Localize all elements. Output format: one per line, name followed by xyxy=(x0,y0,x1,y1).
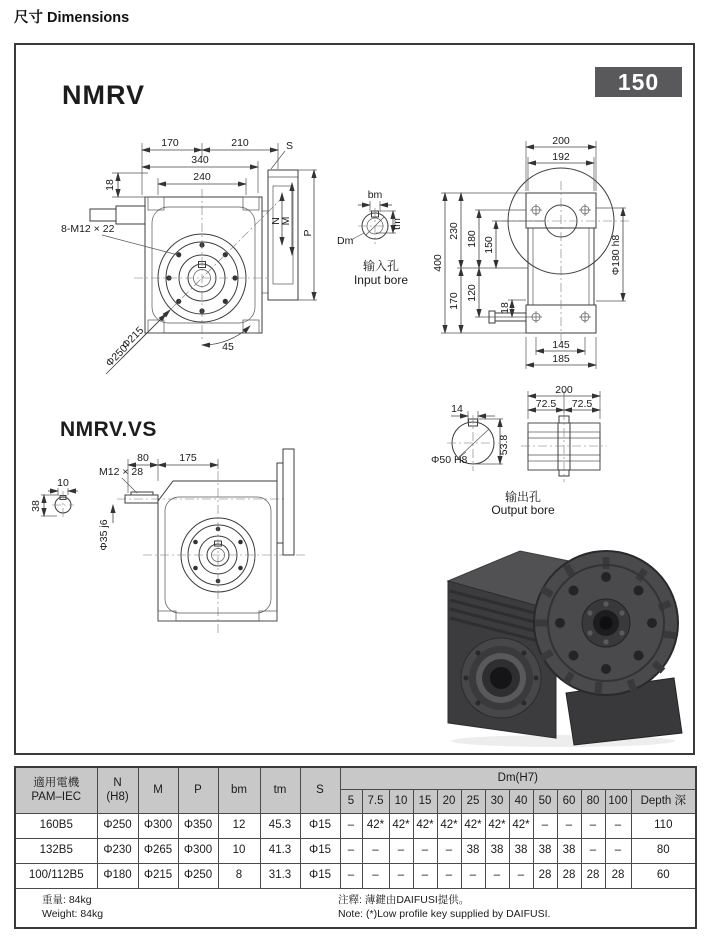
dimension-spec-table xyxy=(14,766,697,929)
col-group-dm: Dm(H7) xyxy=(340,767,696,790)
cell: – xyxy=(485,864,509,889)
cell: – xyxy=(437,864,461,889)
cell: 42* xyxy=(362,814,389,839)
cell: – xyxy=(389,864,413,889)
cell: 45.3 xyxy=(260,814,300,839)
svg-text:Φ250: Φ250 xyxy=(103,342,131,370)
col-header-dm-7-5: 7.5 xyxy=(362,790,389,814)
cell-model: 160B5 xyxy=(15,814,97,839)
col-header-dm-60: 60 xyxy=(557,790,581,814)
col-header-m: M xyxy=(138,767,178,814)
side-view-drawing xyxy=(433,133,695,380)
col-header-dm-30: 30 xyxy=(485,790,509,814)
svg-text:170: 170 xyxy=(161,137,179,149)
table-row-100-112b5 xyxy=(15,864,696,889)
cell: – xyxy=(340,839,362,864)
input-bore-caption-zh: 输入孔 xyxy=(362,259,400,273)
svg-text:N: N xyxy=(270,217,282,225)
cell: Φ300 xyxy=(178,839,218,864)
table-row-132b5 xyxy=(15,839,696,864)
col-header-dm-40: 40 xyxy=(509,790,533,814)
input-bore-shape xyxy=(358,208,392,244)
side-view-body xyxy=(489,168,629,347)
cell: Φ15 xyxy=(300,839,340,864)
svg-text:72.5: 72.5 xyxy=(535,398,557,410)
svg-text:Φ215: Φ215 xyxy=(119,324,147,352)
svg-text:14: 14 xyxy=(451,403,463,415)
cell-depth: 60 xyxy=(631,864,696,889)
cell: – xyxy=(389,839,413,864)
cell: – xyxy=(340,814,362,839)
product-photo xyxy=(438,523,700,748)
svg-text:150: 150 xyxy=(483,236,495,254)
cell-model: 132B5 xyxy=(15,839,97,864)
cell: Φ350 xyxy=(178,814,218,839)
cell: – xyxy=(340,864,362,889)
cell: 42* xyxy=(389,814,413,839)
output-bore-caption-zh: 输出孔 xyxy=(504,490,542,504)
cell: Φ15 xyxy=(300,814,340,839)
cell: 28 xyxy=(605,864,631,889)
svg-text:tm: tm xyxy=(391,218,403,230)
svg-text:200: 200 xyxy=(555,384,573,396)
col-header-p: P xyxy=(178,767,218,814)
col-header-s: S xyxy=(300,767,340,814)
cell: Φ230 xyxy=(97,839,138,864)
svg-text:bm: bm xyxy=(367,189,383,201)
cell: 8 xyxy=(218,864,260,889)
series-title-nmrv: NMRV xyxy=(62,80,146,110)
output-bore-drawing xyxy=(423,383,695,523)
cell: – xyxy=(461,864,485,889)
svg-text:192: 192 xyxy=(552,151,570,163)
cell: – xyxy=(581,839,605,864)
svg-text:175: 175 xyxy=(179,452,197,464)
svg-text:340: 340 xyxy=(191,154,209,166)
cell: – xyxy=(605,839,631,864)
svg-text:Φ50 H8: Φ50 H8 xyxy=(431,454,468,466)
output-bore-caption-en: Output bore xyxy=(491,503,555,517)
svg-text:53.8: 53.8 xyxy=(498,434,510,456)
svg-text:185: 185 xyxy=(552,353,570,365)
cell: – xyxy=(509,864,533,889)
size-badge: 150 xyxy=(595,67,682,97)
cell: – xyxy=(413,839,437,864)
svg-text:38: 38 xyxy=(30,500,42,512)
cell: Φ180 xyxy=(97,864,138,889)
front-view-dimensions xyxy=(61,137,317,374)
cell: Φ300 xyxy=(138,814,178,839)
cell: 38 xyxy=(461,839,485,864)
cell: 41.3 xyxy=(260,839,300,864)
front-view-drawing xyxy=(58,133,343,385)
cell: – xyxy=(581,814,605,839)
svg-text:P: P xyxy=(302,229,314,237)
svg-text:45: 45 xyxy=(222,341,234,353)
svg-text:400: 400 xyxy=(432,254,444,272)
cell: 42* xyxy=(437,814,461,839)
svg-text:170: 170 xyxy=(448,292,460,310)
cell: Φ15 xyxy=(300,864,340,889)
col-header-pam: 適用電機 PAM–IEC xyxy=(15,767,97,814)
svg-text:230: 230 xyxy=(448,222,460,240)
col-header-dm-5: 5 xyxy=(340,790,362,814)
cell: – xyxy=(362,839,389,864)
svg-text:145: 145 xyxy=(552,339,570,351)
col-header-dm-10: 10 xyxy=(389,790,413,814)
cell: Φ215 xyxy=(138,864,178,889)
output-bore-shape xyxy=(431,403,510,471)
cell: Φ250 xyxy=(97,814,138,839)
cell-model: 100/112B5 xyxy=(15,864,97,889)
svg-text:Φ35 j6: Φ35 j6 xyxy=(98,519,110,551)
svg-text:180: 180 xyxy=(466,230,478,248)
input-bore-caption-en: Input bore xyxy=(353,273,409,287)
vs-dimensions xyxy=(30,452,218,551)
cell: 28 xyxy=(581,864,605,889)
input-bore-drawing xyxy=(336,188,441,293)
cell: 38 xyxy=(509,839,533,864)
cell: 42* xyxy=(485,814,509,839)
cell: 38 xyxy=(485,839,509,864)
col-header-dm-20: 20 xyxy=(437,790,461,814)
svg-text:18: 18 xyxy=(499,302,511,314)
key-note: 注釋: 薄鍵由DAIFUSI提供。 Note: (*)Low profile key supplied by DAIFUSI. xyxy=(338,894,551,920)
svg-text:Dm: Dm xyxy=(337,235,354,247)
svg-text:M12 × 28: M12 × 28 xyxy=(99,466,144,478)
svg-text:10: 10 xyxy=(57,477,69,489)
col-header-dm-80: 80 xyxy=(581,790,605,814)
svg-text:210: 210 xyxy=(231,137,249,149)
table-row-160b5 xyxy=(15,814,696,839)
cell: – xyxy=(362,864,389,889)
col-header-dm-25: 25 xyxy=(461,790,485,814)
col-header-depth: Depth 深 xyxy=(631,790,696,814)
cell: 12 xyxy=(218,814,260,839)
cell: 28 xyxy=(557,864,581,889)
front-view-body xyxy=(90,170,298,358)
page-title: 尺寸 Dimensions xyxy=(14,10,130,26)
series-title-nmrv-vs: NMRV.VS xyxy=(60,418,157,441)
weight-note: 重量: 84kg Weight: 84kg xyxy=(42,894,104,920)
nmrv-vs-drawing xyxy=(25,443,315,663)
cell: – xyxy=(533,814,557,839)
col-header-n: N (H8) xyxy=(97,767,138,814)
col-header-dm-100: 100 xyxy=(605,790,631,814)
cell: – xyxy=(557,814,581,839)
side-view-dimensions xyxy=(432,135,626,369)
col-header-dm-50: 50 xyxy=(533,790,557,814)
cell: 31.3 xyxy=(260,864,300,889)
svg-text:S: S xyxy=(286,140,294,152)
col-header-bm: bm xyxy=(218,767,260,814)
svg-text:72.5: 72.5 xyxy=(571,398,593,410)
svg-text:80: 80 xyxy=(137,452,149,464)
cell: 38 xyxy=(557,839,581,864)
cell: Φ265 xyxy=(138,839,178,864)
cell: 42* xyxy=(509,814,533,839)
cell: 28 xyxy=(533,864,557,889)
cell: 10 xyxy=(218,839,260,864)
col-header-tm: tm xyxy=(260,767,300,814)
vs-body xyxy=(117,449,305,635)
table-footer-row xyxy=(15,889,696,929)
output-shaft-section xyxy=(521,384,607,482)
svg-text:200: 200 xyxy=(552,135,570,147)
svg-text:120: 120 xyxy=(466,284,478,302)
cell-depth: 110 xyxy=(631,814,696,839)
svg-text:18: 18 xyxy=(104,179,116,191)
cell: 38 xyxy=(533,839,557,864)
svg-text:240: 240 xyxy=(193,171,211,183)
svg-text:M: M xyxy=(280,216,292,226)
cell: – xyxy=(413,864,437,889)
gearbox-illustration xyxy=(448,551,682,745)
cell-depth: 80 xyxy=(631,839,696,864)
cell: Φ250 xyxy=(178,864,218,889)
cell: – xyxy=(437,839,461,864)
cell: – xyxy=(605,814,631,839)
cell: 42* xyxy=(413,814,437,839)
svg-text:8-M12 × 22: 8-M12 × 22 xyxy=(61,223,115,235)
svg-text:Φ180 h8: Φ180 h8 xyxy=(610,234,622,276)
col-header-dm-15: 15 xyxy=(413,790,437,814)
cell: 42* xyxy=(461,814,485,839)
